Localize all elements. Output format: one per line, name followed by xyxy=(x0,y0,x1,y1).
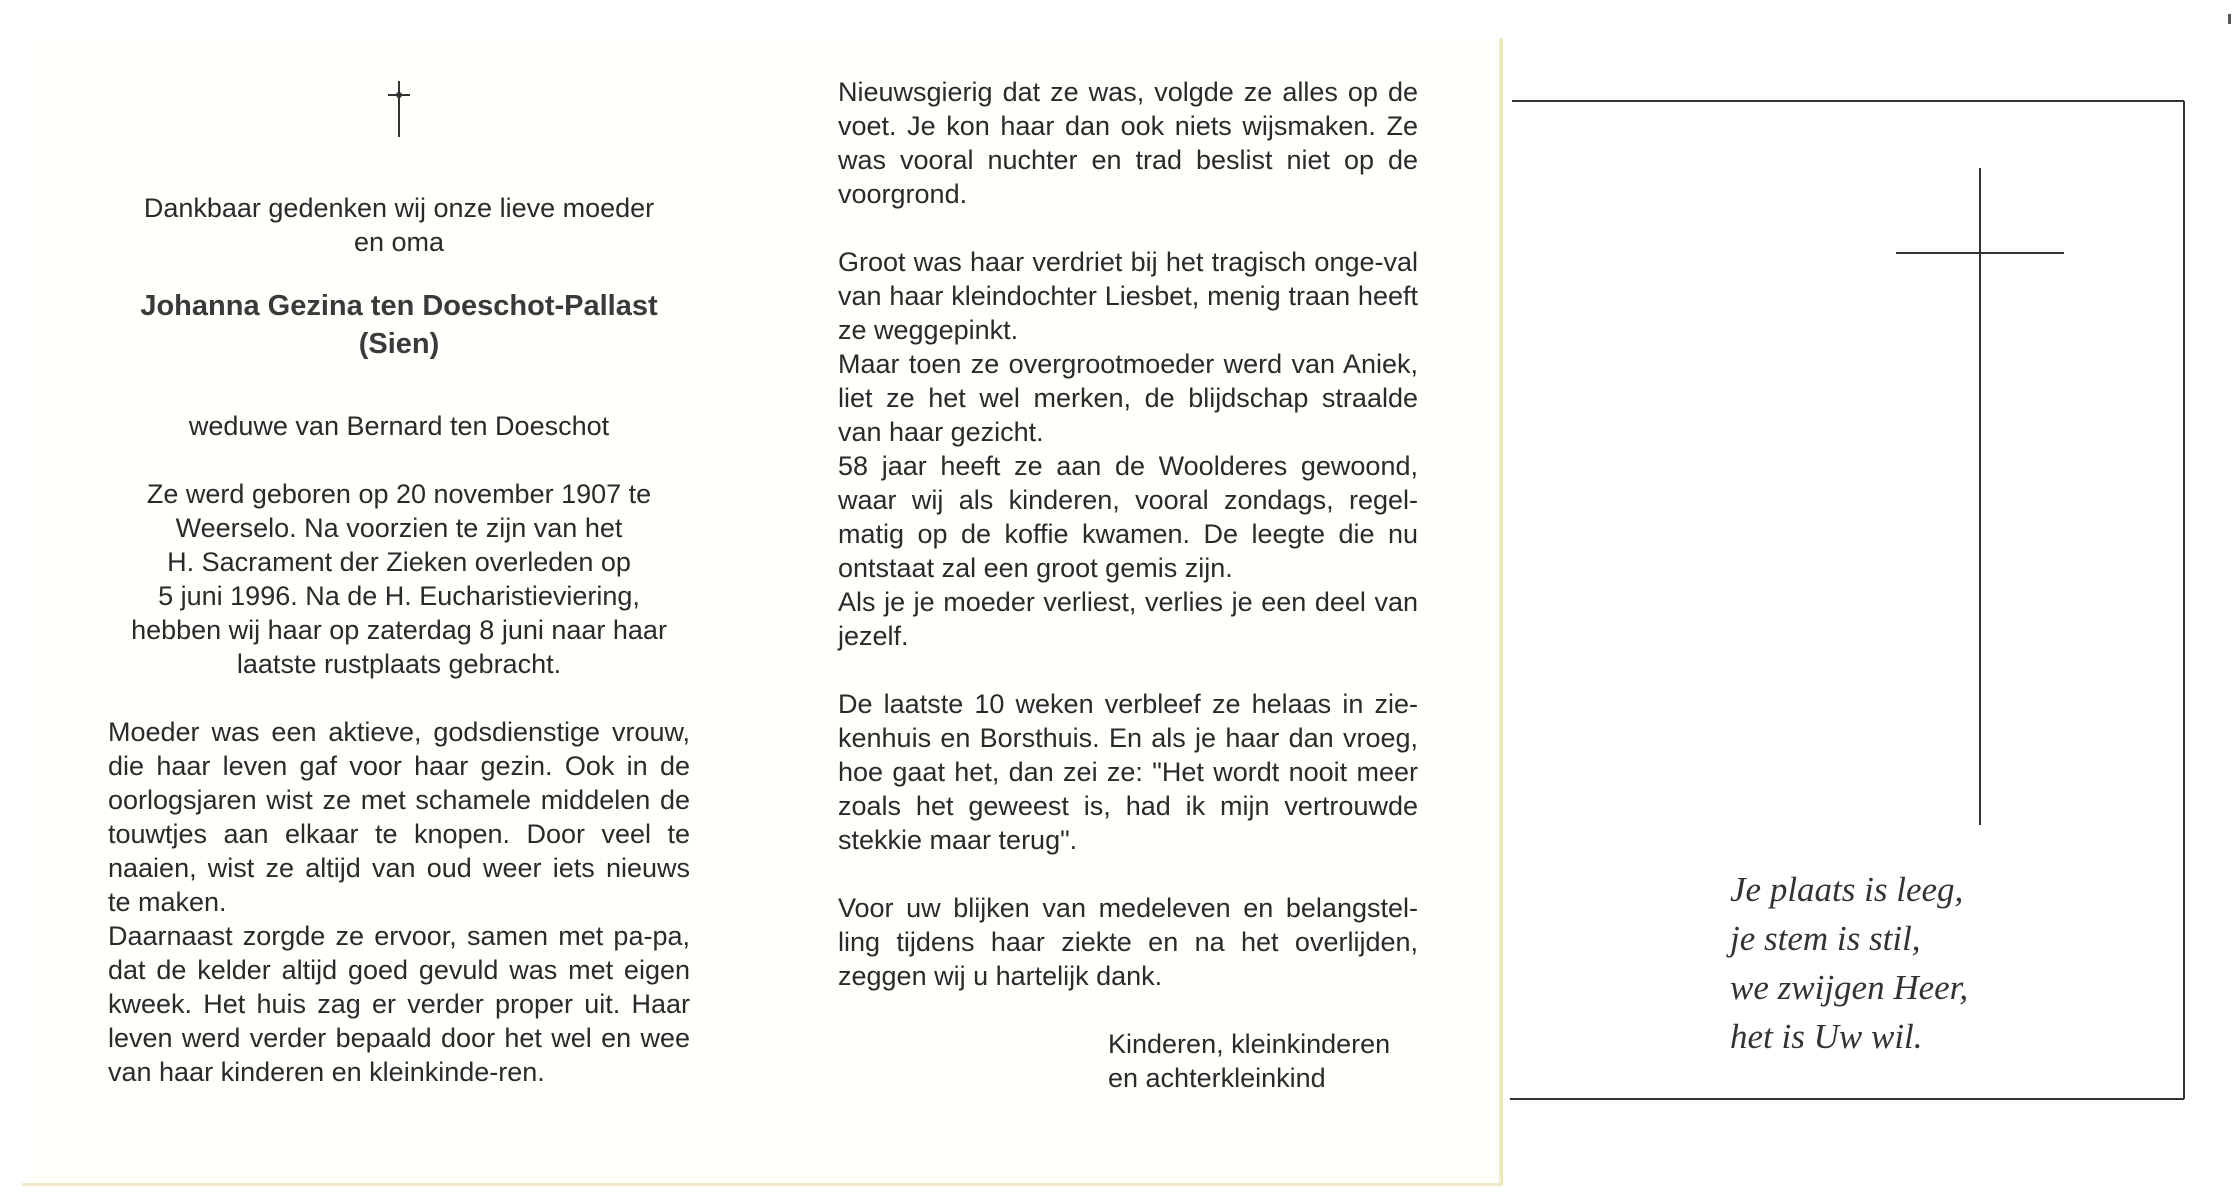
quote-line-3: we zwijgen Heer, xyxy=(1730,968,1969,1007)
birth-line: Ze werd geboren op 20 november 1907 te xyxy=(146,479,652,509)
birth-line: laatste rustplaats gebracht. xyxy=(236,649,562,679)
birth-line: hebben wij haar op zaterdag 8 juni naar haar xyxy=(131,615,667,645)
large-cross-icon xyxy=(1896,168,2064,825)
bottom-edge xyxy=(22,1183,1502,1186)
memorial-quote xyxy=(1730,865,2030,1061)
middle-paragraph-5: Als je je moeder verliest, verlies je een deel van jezelf. xyxy=(838,587,1418,651)
widow-line: weduwe van Bernard ten Doeschot xyxy=(188,411,610,441)
intro-line-1: Dankbaar gedenken wij onze lieve moeder xyxy=(143,193,655,223)
middle-paragraph-4: 58 jaar heeft ze aan de Woolderes gewoond, waar wij als kinderen, vooral zondags, regel-matig op de koffie kwamen. De leegte die nu ontstaat zal een groot gemis zijn. xyxy=(838,451,1418,583)
name-line-2: (Sien) xyxy=(358,328,440,360)
middle-paragraph-6: De laatste 10 weken verbleef ze helaas in zie-kenhuis en Borsthuis. En als je haar dan vroeg, hoe gaat het, dan zei ze: "Het wordt nooit meer zoals het geweest is, had ik mijn vertrouwde stekkie maar terug". xyxy=(838,689,1418,855)
birth-text xyxy=(108,477,690,681)
corner-mark xyxy=(2228,14,2231,24)
middle-column xyxy=(838,75,1418,1095)
signature-line-2: en achterkleinkind xyxy=(1108,1063,1326,1093)
signature xyxy=(1108,1027,1418,1095)
middle-paragraph-3: Maar toen ze overgrootmoeder werd van Aniek, liet ze het wel merken, de blijdschap straalde van haar gezicht. xyxy=(838,349,1418,447)
deceased-name xyxy=(108,287,690,363)
middle-paragraph-2: Groot was haar verdriet bij het tragisch onge-val van haar kleindochter Liesbet, menig traan heeft ze weggepinkt. xyxy=(838,247,1418,345)
middle-paragraph-1: Nieuwsgierig dat ze was, volgde ze alles op de voet. Je kon haar dan ook niets wijsmaken. Ze was vooral nuchter en trad beslist niet op de voorgrond. xyxy=(838,77,1418,209)
small-cross-icon xyxy=(384,75,414,139)
quote-line-4: het is Uw wil. xyxy=(1730,1017,1923,1056)
left-column xyxy=(108,75,690,1089)
left-paragraph-1: Moeder was een aktieve, godsdienstige vrouw, die haar leven gaf voor haar gezin. Ook in de oorlogsjaren wist ze met schamele middelen de touwtjes aan elkaar te knopen. Door veel te naaien, wist ze altijd van oud weer iets nieuws te maken. xyxy=(108,717,690,917)
quote-line-2: je stem is stil, xyxy=(1730,919,1921,958)
birth-line: Weerselo. Na voorzien te zijn van het xyxy=(175,513,623,543)
birth-line: H. Sacrament der Zieken overleden op xyxy=(167,547,631,577)
fold-edge xyxy=(1499,38,1503,1186)
signature-line-1: Kinderen, kleinkinderen xyxy=(1108,1029,1391,1059)
left-paragraph-2: Daarnaast zorgde ze ervoor, samen met pa-pa, dat de kelder altijd goed gevuld was met eigen kweek. Het huis zag er verder proper uit. Haar leven werd verder bepaald door het wel en wee van haar kinderen en kleinkinde-ren. xyxy=(108,921,690,1087)
intro-line-2: en oma xyxy=(353,227,445,257)
birth-line: 5 juni 1996. Na de H. Eucharistieviering, xyxy=(158,581,640,611)
middle-paragraph-7: Voor uw blijken van medeleven en belangstel-ling tijdens haar ziekte en na het overlijden, zeggen wij u hartelijk dank. xyxy=(838,893,1418,991)
intro-text xyxy=(108,191,690,259)
name-line-1: Johanna Gezina ten Doeschot-Pallast xyxy=(140,290,658,322)
quote-line-1: Je plaats is leeg, xyxy=(1730,870,1964,909)
